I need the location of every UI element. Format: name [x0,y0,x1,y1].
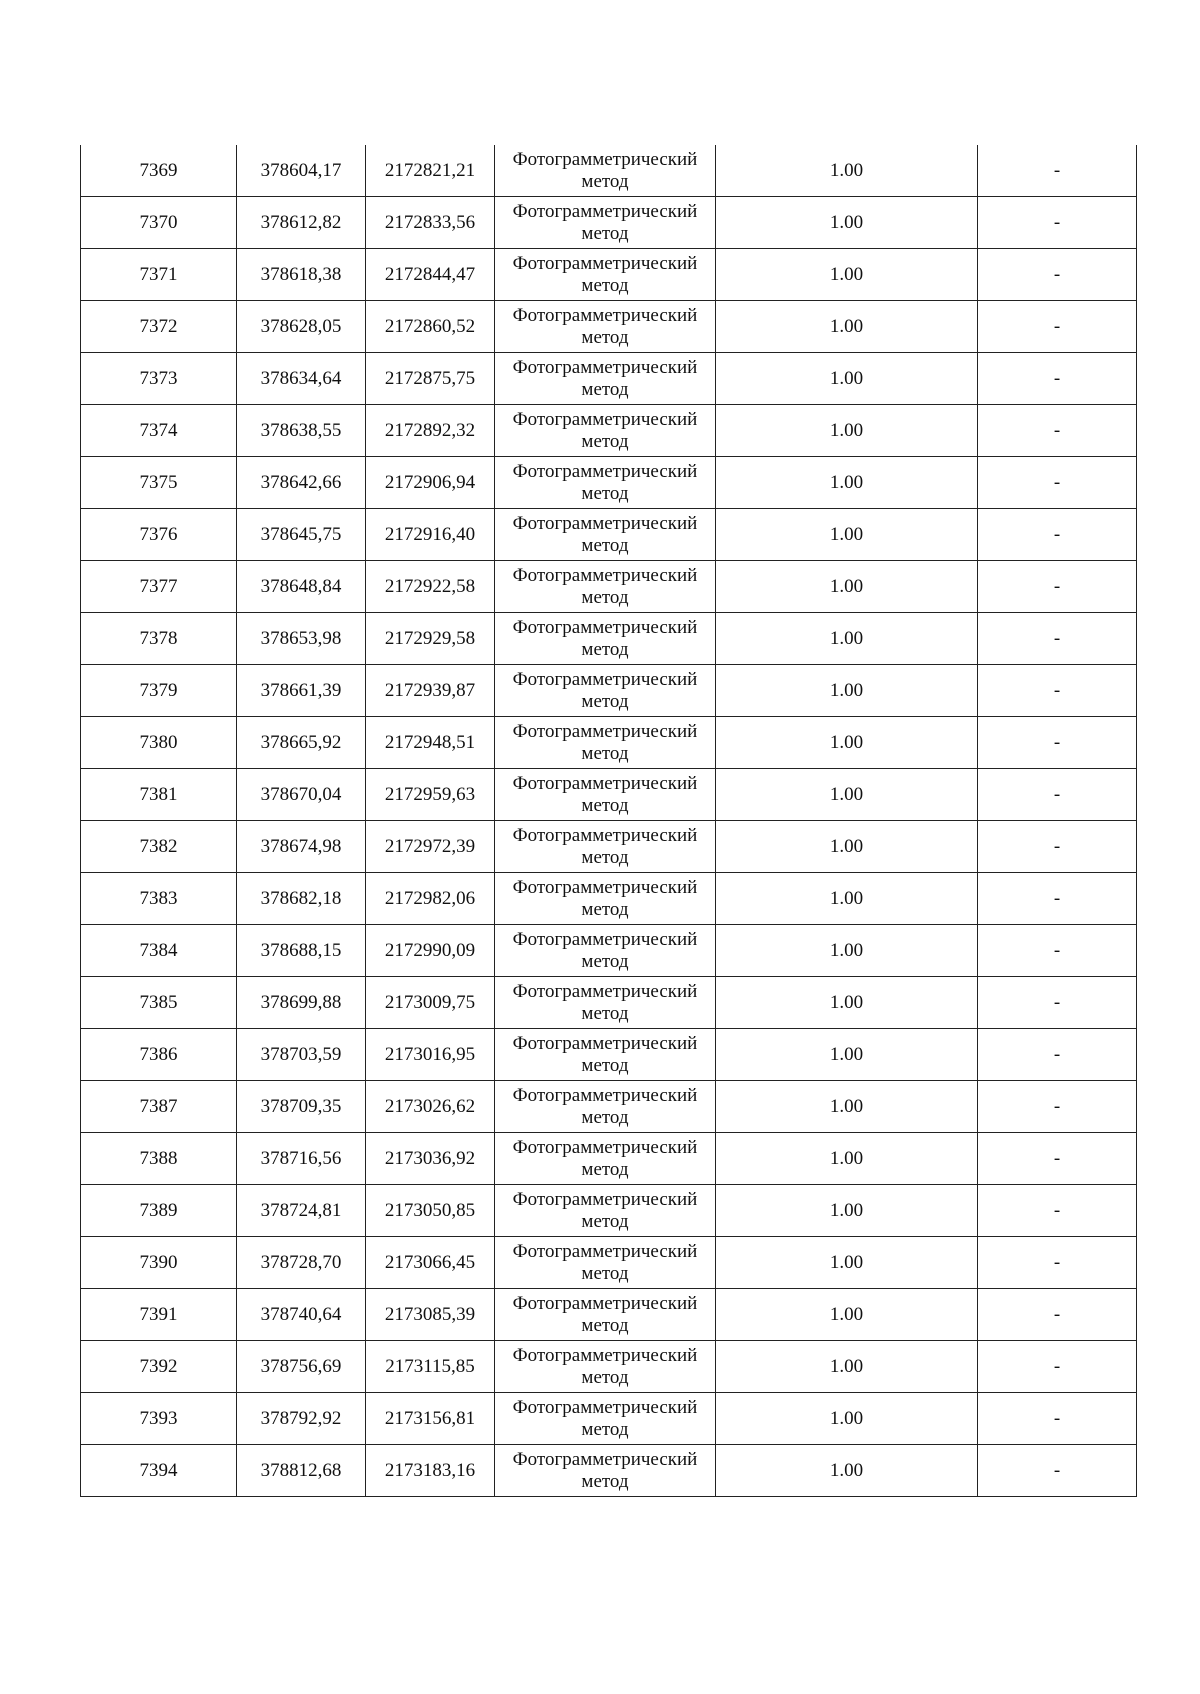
y-coordinate-cell: 2173009,75 [366,977,495,1029]
accuracy-cell: 1.00 [716,1185,978,1237]
description-cell: - [978,613,1137,665]
method-cell: Фотограмметрический метод [495,977,716,1029]
y-coordinate-cell: 2173016,95 [366,1029,495,1081]
method-cell: Фотограмметрический метод [495,301,716,353]
description-cell: - [978,873,1137,925]
description-cell: - [978,509,1137,561]
table-row [81,1393,1137,1445]
table-row [81,197,1137,249]
table-row [81,665,1137,717]
y-coordinate-cell: 2172990,09 [366,925,495,977]
x-coordinate-cell: 378653,98 [237,613,366,665]
method-cell: Фотограмметрический метод [495,1133,716,1185]
method-cell: Фотограмметрический метод [495,665,716,717]
table-row [81,1029,1137,1081]
accuracy-cell: 1.00 [716,561,978,613]
y-coordinate-cell: 2173026,62 [366,1081,495,1133]
x-coordinate-cell: 378645,75 [237,509,366,561]
y-coordinate-cell: 2172948,51 [366,717,495,769]
table-row [81,717,1137,769]
accuracy-cell: 1.00 [716,405,978,457]
accuracy-cell: 1.00 [716,1393,978,1445]
accuracy-cell: 1.00 [716,1081,978,1133]
description-cell: - [978,977,1137,1029]
description-cell: - [978,457,1137,509]
x-coordinate-cell: 378740,64 [237,1289,366,1341]
x-coordinate-cell: 378792,92 [237,1393,366,1445]
x-coordinate-cell: 378661,39 [237,665,366,717]
accuracy-cell: 1.00 [716,717,978,769]
accuracy-cell: 1.00 [716,509,978,561]
table-row [81,145,1137,197]
point-number-cell: 7377 [81,561,237,613]
table-body [81,145,1137,1497]
accuracy-cell: 1.00 [716,977,978,1029]
table-row [81,1133,1137,1185]
point-number-cell: 7372 [81,301,237,353]
method-cell: Фотограмметрический метод [495,249,716,301]
method-cell: Фотограмметрический метод [495,925,716,977]
method-cell: Фотограмметрический метод [495,717,716,769]
accuracy-cell: 1.00 [716,457,978,509]
description-cell: - [978,1289,1137,1341]
table-row [81,1445,1137,1497]
description-cell: - [978,821,1137,873]
point-number-cell: 7381 [81,769,237,821]
accuracy-cell: 1.00 [716,353,978,405]
y-coordinate-cell: 2173156,81 [366,1393,495,1445]
description-cell: - [978,145,1137,197]
x-coordinate-cell: 378699,88 [237,977,366,1029]
accuracy-cell: 1.00 [716,1445,978,1497]
description-cell: - [978,717,1137,769]
method-cell: Фотограмметрический метод [495,561,716,613]
description-cell: - [978,353,1137,405]
table-row [81,1185,1137,1237]
method-cell: Фотограмметрический метод [495,353,716,405]
table-row [81,249,1137,301]
description-cell: - [978,197,1137,249]
y-coordinate-cell: 2172959,63 [366,769,495,821]
y-coordinate-cell: 2173050,85 [366,1185,495,1237]
point-number-cell: 7375 [81,457,237,509]
x-coordinate-cell: 378716,56 [237,1133,366,1185]
table-row [81,1341,1137,1393]
point-number-cell: 7378 [81,613,237,665]
x-coordinate-cell: 378604,17 [237,145,366,197]
table-row [81,873,1137,925]
method-cell: Фотограмметрический метод [495,1445,716,1497]
accuracy-cell: 1.00 [716,1029,978,1081]
y-coordinate-cell: 2172833,56 [366,197,495,249]
y-coordinate-cell: 2173036,92 [366,1133,495,1185]
description-cell: - [978,1081,1137,1133]
y-coordinate-cell: 2172922,58 [366,561,495,613]
x-coordinate-cell: 378812,68 [237,1445,366,1497]
table-row [81,925,1137,977]
description-cell: - [978,1237,1137,1289]
x-coordinate-cell: 378688,15 [237,925,366,977]
coordinates-table [80,145,1137,1497]
y-coordinate-cell: 2173085,39 [366,1289,495,1341]
y-coordinate-cell: 2172916,40 [366,509,495,561]
point-number-cell: 7391 [81,1289,237,1341]
x-coordinate-cell: 378634,64 [237,353,366,405]
method-cell: Фотограмметрический метод [495,457,716,509]
point-number-cell: 7387 [81,1081,237,1133]
point-number-cell: 7384 [81,925,237,977]
point-number-cell: 7385 [81,977,237,1029]
x-coordinate-cell: 378628,05 [237,301,366,353]
description-cell: - [978,405,1137,457]
x-coordinate-cell: 378709,35 [237,1081,366,1133]
y-coordinate-cell: 2172982,06 [366,873,495,925]
x-coordinate-cell: 378648,84 [237,561,366,613]
accuracy-cell: 1.00 [716,1237,978,1289]
description-cell: - [978,1341,1137,1393]
method-cell: Фотограмметрический метод [495,873,716,925]
x-coordinate-cell: 378724,81 [237,1185,366,1237]
description-cell: - [978,769,1137,821]
y-coordinate-cell: 2173183,16 [366,1445,495,1497]
x-coordinate-cell: 378642,66 [237,457,366,509]
point-number-cell: 7390 [81,1237,237,1289]
y-coordinate-cell: 2172939,87 [366,665,495,717]
point-number-cell: 7370 [81,197,237,249]
table-row [81,1237,1137,1289]
y-coordinate-cell: 2172844,47 [366,249,495,301]
description-cell: - [978,561,1137,613]
point-number-cell: 7379 [81,665,237,717]
table-row [81,613,1137,665]
x-coordinate-cell: 378618,38 [237,249,366,301]
table-row [81,769,1137,821]
description-cell: - [978,925,1137,977]
point-number-cell: 7383 [81,873,237,925]
y-coordinate-cell: 2172906,94 [366,457,495,509]
table-row [81,301,1137,353]
method-cell: Фотограмметрический метод [495,1029,716,1081]
x-coordinate-cell: 378612,82 [237,197,366,249]
x-coordinate-cell: 378682,18 [237,873,366,925]
y-coordinate-cell: 2172892,32 [366,405,495,457]
method-cell: Фотограмметрический метод [495,509,716,561]
point-number-cell: 7380 [81,717,237,769]
accuracy-cell: 1.00 [716,197,978,249]
accuracy-cell: 1.00 [716,1289,978,1341]
description-cell: - [978,301,1137,353]
x-coordinate-cell: 378703,59 [237,1029,366,1081]
table-row [81,405,1137,457]
method-cell: Фотограмметрический метод [495,1393,716,1445]
point-number-cell: 7382 [81,821,237,873]
accuracy-cell: 1.00 [716,249,978,301]
description-cell: - [978,249,1137,301]
x-coordinate-cell: 378670,04 [237,769,366,821]
point-number-cell: 7392 [81,1341,237,1393]
accuracy-cell: 1.00 [716,613,978,665]
method-cell: Фотограмметрический метод [495,1341,716,1393]
point-number-cell: 7374 [81,405,237,457]
point-number-cell: 7388 [81,1133,237,1185]
x-coordinate-cell: 378638,55 [237,405,366,457]
point-number-cell: 7376 [81,509,237,561]
table-row [81,353,1137,405]
method-cell: Фотограмметрический метод [495,1081,716,1133]
method-cell: Фотограмметрический метод [495,197,716,249]
accuracy-cell: 1.00 [716,925,978,977]
accuracy-cell: 1.00 [716,1341,978,1393]
table-row [81,561,1137,613]
x-coordinate-cell: 378756,69 [237,1341,366,1393]
point-number-cell: 7371 [81,249,237,301]
accuracy-cell: 1.00 [716,1133,978,1185]
method-cell: Фотограмметрический метод [495,821,716,873]
point-number-cell: 7373 [81,353,237,405]
method-cell: Фотограмметрический метод [495,769,716,821]
accuracy-cell: 1.00 [716,821,978,873]
table-row [81,457,1137,509]
y-coordinate-cell: 2172929,58 [366,613,495,665]
description-cell: - [978,1393,1137,1445]
y-coordinate-cell: 2173115,85 [366,1341,495,1393]
method-cell: Фотограмметрический метод [495,613,716,665]
accuracy-cell: 1.00 [716,873,978,925]
table-row [81,821,1137,873]
point-number-cell: 7394 [81,1445,237,1497]
table-row [81,1081,1137,1133]
y-coordinate-cell: 2172860,52 [366,301,495,353]
point-number-cell: 7389 [81,1185,237,1237]
accuracy-cell: 1.00 [716,665,978,717]
y-coordinate-cell: 2172972,39 [366,821,495,873]
y-coordinate-cell: 2173066,45 [366,1237,495,1289]
x-coordinate-cell: 378728,70 [237,1237,366,1289]
table-row [81,509,1137,561]
accuracy-cell: 1.00 [716,301,978,353]
description-cell: - [978,1029,1137,1081]
method-cell: Фотограмметрический метод [495,405,716,457]
accuracy-cell: 1.00 [716,769,978,821]
y-coordinate-cell: 2172875,75 [366,353,495,405]
description-cell: - [978,1445,1137,1497]
table-row [81,1289,1137,1341]
y-coordinate-cell: 2172821,21 [366,145,495,197]
x-coordinate-cell: 378674,98 [237,821,366,873]
point-number-cell: 7369 [81,145,237,197]
accuracy-cell: 1.00 [716,145,978,197]
x-coordinate-cell: 378665,92 [237,717,366,769]
description-cell: - [978,665,1137,717]
method-cell: Фотограмметрический метод [495,1185,716,1237]
point-number-cell: 7393 [81,1393,237,1445]
table-row [81,977,1137,1029]
description-cell: - [978,1185,1137,1237]
method-cell: Фотограмметрический метод [495,145,716,197]
method-cell: Фотограмметрический метод [495,1237,716,1289]
description-cell: - [978,1133,1137,1185]
point-number-cell: 7386 [81,1029,237,1081]
method-cell: Фотограмметрический метод [495,1289,716,1341]
